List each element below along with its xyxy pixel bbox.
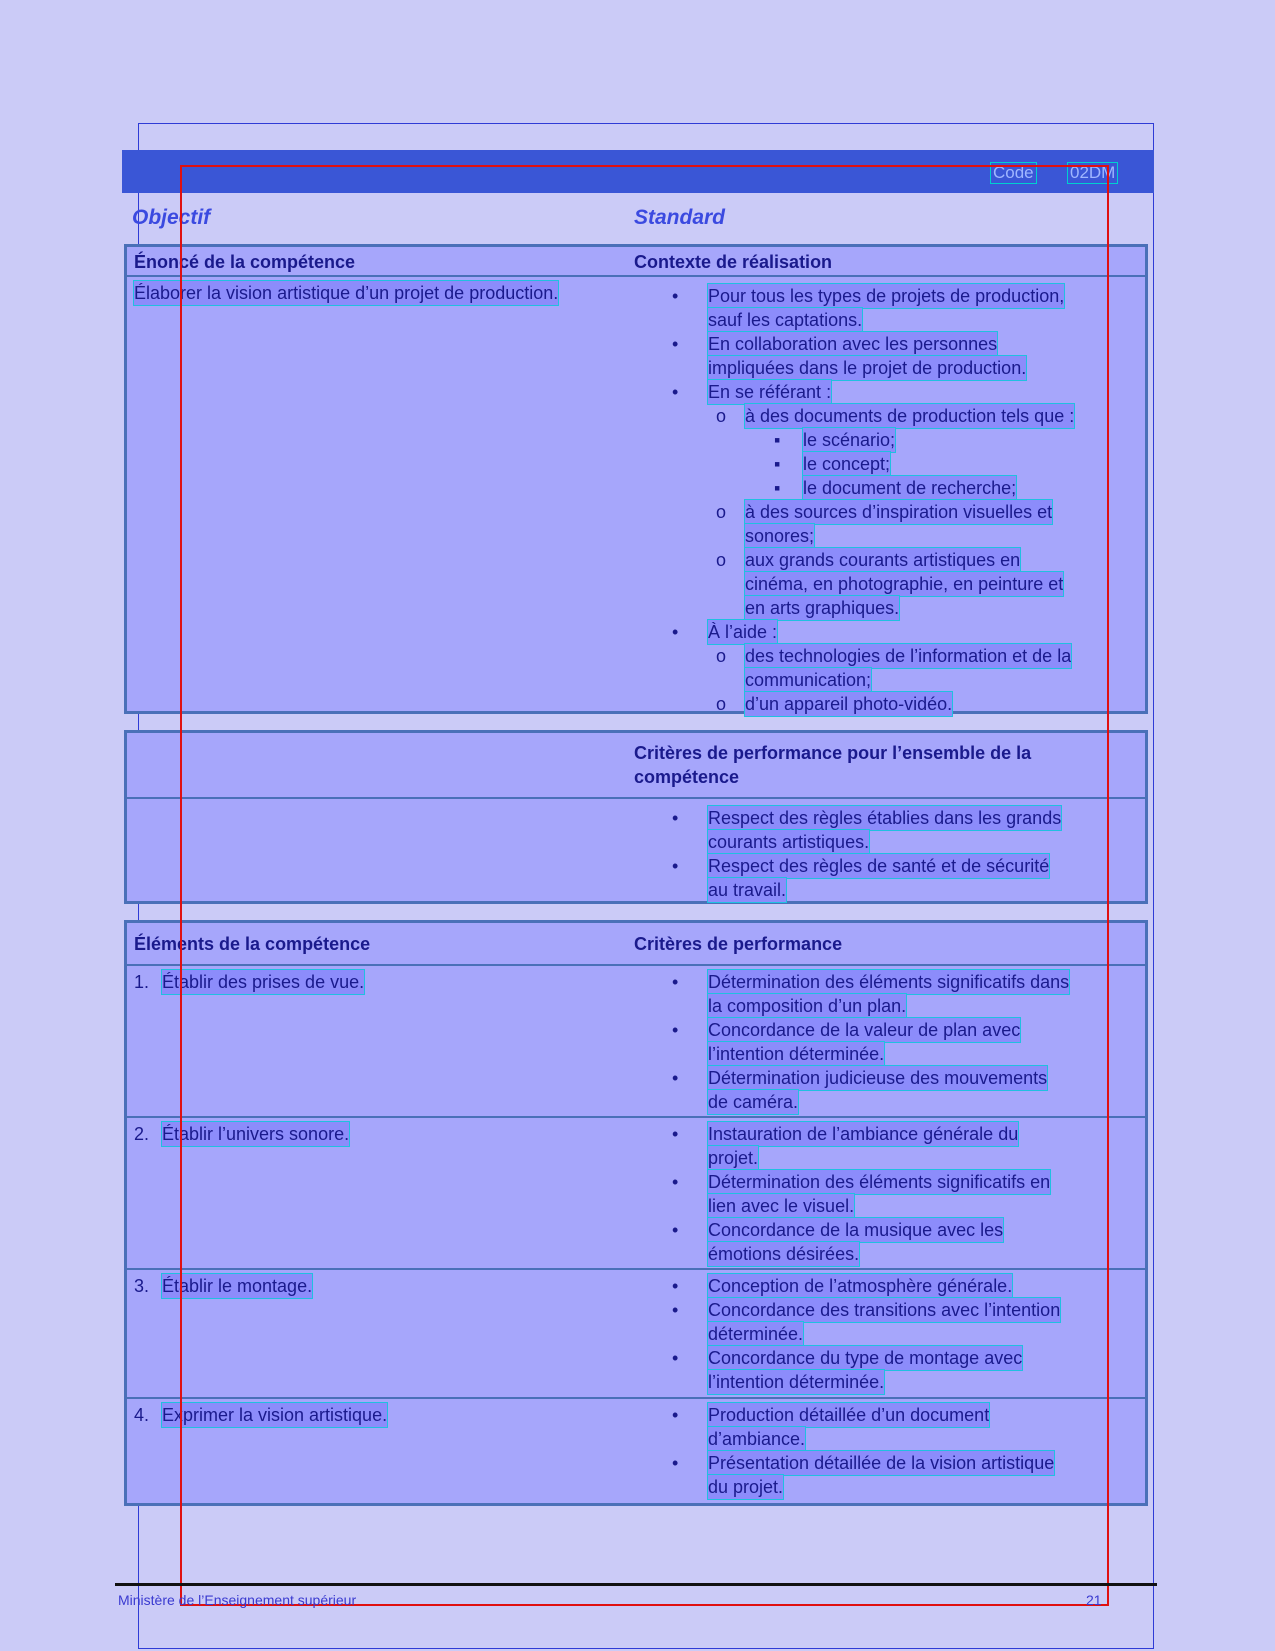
bullet-text: déterminée.	[708, 1324, 804, 1344]
bullet-marker: ▪	[774, 430, 781, 450]
bullet-text: communication;	[745, 670, 872, 690]
code-value: 02DM	[1067, 162, 1118, 184]
bullet-marker: •	[672, 856, 679, 876]
bullet-text: À l’aide :	[708, 622, 778, 642]
bullet-marker: •	[672, 1300, 679, 1320]
competence-statement: Élaborer la vision artistique d’un projet de production.	[134, 283, 559, 303]
divider	[124, 275, 1148, 277]
bullet-marker: •	[672, 1405, 679, 1425]
bullet-text: Conception de l’atmosphère générale.	[708, 1276, 1013, 1296]
bullet-marker: •	[672, 972, 679, 992]
criteria-title: Critères de performance	[634, 934, 843, 954]
footer-page-number: 21	[1086, 1592, 1102, 1608]
divider	[124, 964, 1148, 966]
bullet-text: sauf les captations.	[708, 310, 863, 330]
bullet-text: Concordance de la musique avec les	[708, 1220, 1004, 1240]
bullet-text: Concordance du type de montage avec	[708, 1348, 1023, 1368]
bullet-text: courants artistiques.	[708, 832, 870, 852]
bullet-text: impliquées dans le projet de production.	[708, 358, 1027, 378]
bullet-marker: •	[672, 1124, 679, 1144]
bullet-text: Détermination judicieuse des mouvements	[708, 1068, 1048, 1088]
element-number: 2.	[134, 1124, 150, 1144]
bullet-marker: •	[672, 1220, 679, 1240]
bullet-text: sonores;	[745, 526, 815, 546]
bullet-text: émotions désirées.	[708, 1244, 860, 1264]
bullet-text: la composition d’un plan.	[708, 996, 907, 1016]
bullet-text: Concordance des transitions avec l’intention	[708, 1300, 1061, 1320]
bullet-text: le concept;	[803, 454, 891, 474]
bullet-marker: •	[672, 1348, 679, 1368]
criteria-overall-title-1: Critères de performance pour l’ensemble de la	[634, 743, 1032, 763]
bullet-marker: •	[672, 1276, 679, 1296]
elements-title: Éléments de la compétence	[134, 934, 371, 954]
contexte-title: Contexte de réalisation	[634, 252, 833, 272]
bullet-marker: o	[716, 502, 727, 522]
element-label: Établir des prises de vue.	[162, 972, 365, 992]
bullet-text: Instauration de l’ambiance générale du	[708, 1124, 1019, 1144]
bullet-text: Présentation détaillée de la vision artistique	[708, 1453, 1055, 1473]
footer-rule	[115, 1583, 1157, 1586]
heading-standard: Standard	[634, 206, 726, 229]
element-number: 3.	[134, 1276, 150, 1296]
bullet-marker: o	[716, 646, 727, 666]
bullet-marker: •	[672, 334, 679, 354]
bullet-text: Respect des règles de santé et de sécurité	[708, 856, 1050, 876]
bullet-marker: •	[672, 382, 679, 402]
bullet-text: des technologies de l’information et de la	[745, 646, 1072, 666]
bullet-text: En collaboration avec les personnes	[708, 334, 998, 354]
bullet-text: à des documents de production tels que :	[745, 406, 1075, 426]
bullet-text: le scénario;	[803, 430, 896, 450]
bullet-text: aux grands courants artistiques en	[745, 550, 1021, 570]
enonce-title: Énoncé de la compétence	[134, 252, 356, 272]
bullet-marker: o	[716, 550, 727, 570]
divider	[124, 1397, 1148, 1399]
bullet-marker: ▪	[774, 454, 781, 474]
bullet-marker: •	[672, 1453, 679, 1473]
bullet-marker: •	[672, 1172, 679, 1192]
bullet-text: de caméra.	[708, 1092, 799, 1112]
bullet-marker: •	[672, 286, 679, 306]
bullet-marker: o	[716, 694, 727, 714]
bullet-text: l’intention déterminée.	[708, 1372, 885, 1392]
bullet-text: Détermination des éléments significatifs dans	[708, 972, 1070, 992]
bullet-text: l’intention déterminée.	[708, 1044, 885, 1064]
bullet-text: du projet.	[708, 1477, 784, 1497]
element-label: Exprimer la vision artistique.	[162, 1405, 388, 1425]
divider	[124, 797, 1148, 799]
code-label: Code	[990, 162, 1037, 184]
footer-ministry: Ministère de l’Enseignement supérieur	[118, 1592, 357, 1608]
bullet-marker: o	[716, 406, 727, 426]
element-label: Établir l’univers sonore.	[162, 1124, 350, 1144]
bullet-marker: •	[672, 622, 679, 642]
element-label: Établir le montage.	[162, 1276, 313, 1296]
bullet-text: en arts graphiques.	[745, 598, 900, 618]
bullet-text: le document de recherche;	[803, 478, 1017, 498]
bullet-marker: ▪	[774, 478, 781, 498]
bullet-text: Production détaillée d’un document	[708, 1405, 990, 1425]
element-number: 1.	[134, 972, 150, 992]
bullet-text: Respect des règles établies dans les grands	[708, 808, 1062, 828]
divider	[124, 1116, 1148, 1118]
bullet-text: d’ambiance.	[708, 1429, 806, 1449]
bullet-text: projet.	[708, 1148, 759, 1168]
bullet-text: cinéma, en photographie, en peinture et	[745, 574, 1064, 594]
bullet-text: à des sources d’inspiration visuelles et	[745, 502, 1053, 522]
criteria-overall-title-2: compétence	[634, 767, 740, 787]
heading-objectif: Objectif	[132, 206, 211, 229]
element-number: 4.	[134, 1405, 150, 1425]
bullet-text: d’un appareil photo-vidéo.	[745, 694, 953, 714]
bullet-marker: •	[672, 1020, 679, 1040]
bullet-text: Concordance de la valeur de plan avec	[708, 1020, 1021, 1040]
bullet-marker: •	[672, 808, 679, 828]
bullet-text: En se référant :	[708, 382, 832, 402]
divider	[124, 1268, 1148, 1270]
bullet-text: au travail.	[708, 880, 787, 900]
bullet-text: Pour tous les types de projets de production,	[708, 286, 1065, 306]
bullet-marker: •	[672, 1068, 679, 1088]
bullet-text: lien avec le visuel.	[708, 1196, 855, 1216]
bullet-text: Détermination des éléments significatifs en	[708, 1172, 1051, 1192]
